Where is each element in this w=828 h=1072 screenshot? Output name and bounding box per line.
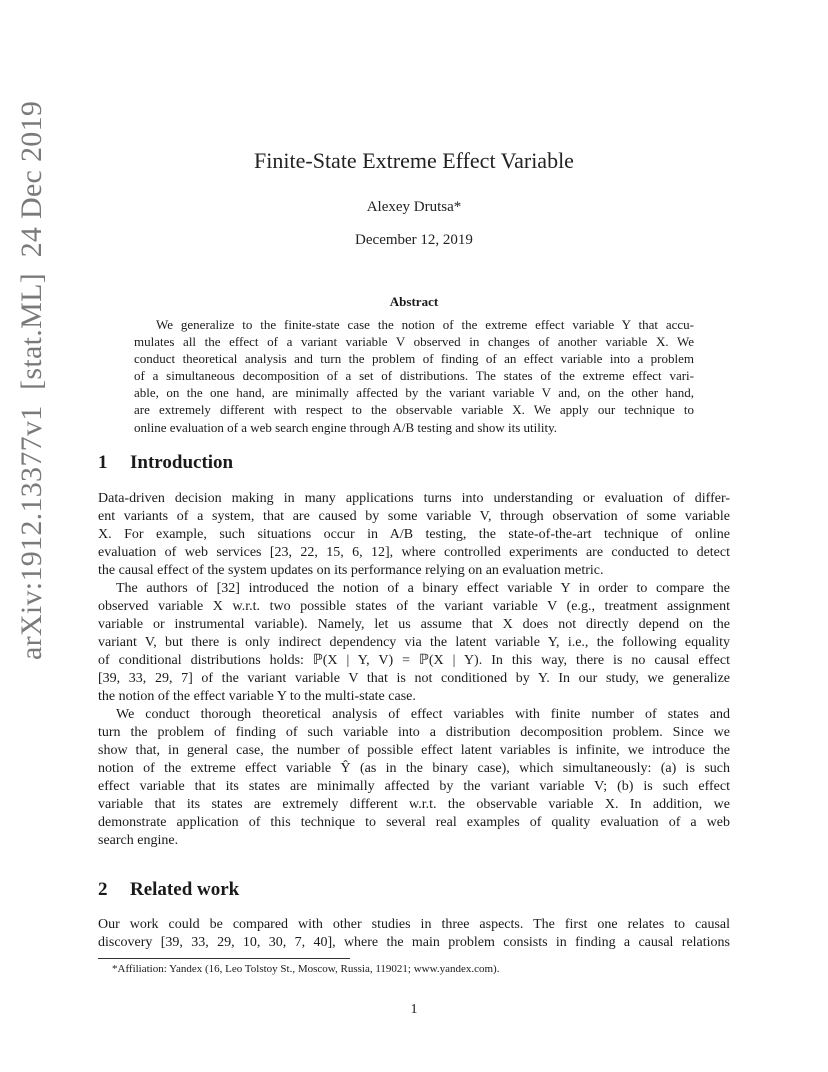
body-line: variable that its states are extremely different w.r.t. the observable variable X. In addition, we: [98, 797, 730, 812]
abstract-line: able, on the one hand, are minimally affected by the variant variable V and, on the other hand,: [134, 385, 694, 401]
body-line: [39, 33, 29, 7] of the variant variable V that is not conditioned by Y. In our study, we generalize: [98, 671, 730, 686]
body-line: ent variants of a system, that are caused by some variable V, through observation of some variable: [98, 509, 730, 524]
footnote-affiliation: *Affiliation: Yandex (16, Leo Tolstoy St., Moscow, Russia, 119021; www.yandex.com).: [112, 963, 500, 975]
abstract-body: [134, 316, 694, 436]
body-line: notion of the extreme effect variable Ŷ (as in the binary case), which simultaneously: (a) is such: [98, 761, 730, 776]
abstract-line: are extremely different with respect to the observable variable X. We apply our technique to: [134, 402, 694, 418]
abstract-line: online evaluation of a web search engine through A/B testing and show its utility.: [134, 419, 558, 435]
body-line: effect variable that its states are minimally affected by the variant variable V; (b) is such effect: [98, 779, 730, 794]
body-line: evaluation of web services [23, 22, 15, 6, 12], where controlled experiments are conducted to detect: [98, 545, 730, 560]
body-line: demonstrate application of this technique to several real examples of quality evaluation of a web: [98, 815, 730, 830]
body-line: discovery [39, 33, 29, 10, 30, 7, 40], where the main problem consists in finding a causal relations: [98, 935, 730, 950]
abstract-line: We generalize to the finite-state case the notion of the extreme effect variable Y that accu-: [156, 317, 694, 332]
page-number: 1: [410, 1002, 418, 1017]
body-line: We conduct thorough theoretical analysis of effect variables with finite number of states and: [116, 707, 730, 722]
body-line: of conditional distributions holds: ℙ(X | Y, V) = ℙ(X | Y). In this way, there is no causal effect: [98, 653, 730, 668]
section-number: 1: [98, 452, 108, 473]
body-line: The authors of [32] introduced the notion of a binary effect variable Y in order to compare the: [116, 581, 730, 596]
abstract-line: mulates all the effect of a variant variable V observed in changes of another variable X. We: [134, 334, 694, 350]
body-line: Our work could be compared with other studies in three aspects. The first one relates to causal: [98, 917, 730, 932]
abstract-line: of a simultaneous decomposition of a set of distributions. The states of the extreme effect vari-: [134, 368, 694, 384]
body-line: search engine.: [98, 833, 179, 848]
section-heading-related-work: [98, 879, 239, 901]
body-line: observed variable X w.r.t. two possible states of the variant variable V (e.g., treatment assignment: [98, 599, 730, 614]
footnote-divider: [98, 958, 350, 959]
abstract-line: conduct theoretical analysis and turn the problem of finding of an effect variable into a problem: [134, 351, 694, 367]
body-line: variant V, but there is only indirect dependency via the latent variable Y, i.e., the following equality: [98, 635, 730, 650]
section-title: Related work: [130, 879, 240, 900]
body-line: Data-driven decision making in many applications turns into understanding or evaluation of differ-: [98, 491, 730, 506]
body-line: show that, in general case, the number of possible effect latent variables is infinite, we introduce the: [98, 743, 730, 758]
body-line: the causal effect of the system updates on its performance relying on an evaluation metric.: [98, 563, 604, 578]
body-line: variable or instrumental variable). Namely, let us assume that X does not directly depend on the: [98, 617, 730, 632]
related-work-body: [98, 916, 730, 952]
body-line: turn the problem of finding of such variable into a distribution decomposition problem. Since we: [98, 725, 730, 740]
section-number: 2: [98, 879, 108, 900]
abstract-heading: Abstract: [389, 294, 439, 309]
body-line: X. For example, such situations occur in A/B testing, the state-of-the-art technique of online: [98, 527, 730, 542]
author-name: Alexey Drutsa*: [366, 199, 462, 215]
body-line: the notion of the effect variable Y to the multi-state case.: [98, 689, 416, 704]
arxiv-identifier-stamp: arXiv:1912.13377v1 [stat.ML] 24 Dec 2019: [15, 100, 48, 660]
introduction-body: [98, 490, 730, 850]
section-title: Introduction: [130, 452, 234, 473]
paper-date: December 12, 2019: [355, 232, 473, 248]
paper-title: Finite-State Extreme Effect Variable: [254, 148, 574, 173]
section-heading-introduction: [98, 452, 233, 474]
